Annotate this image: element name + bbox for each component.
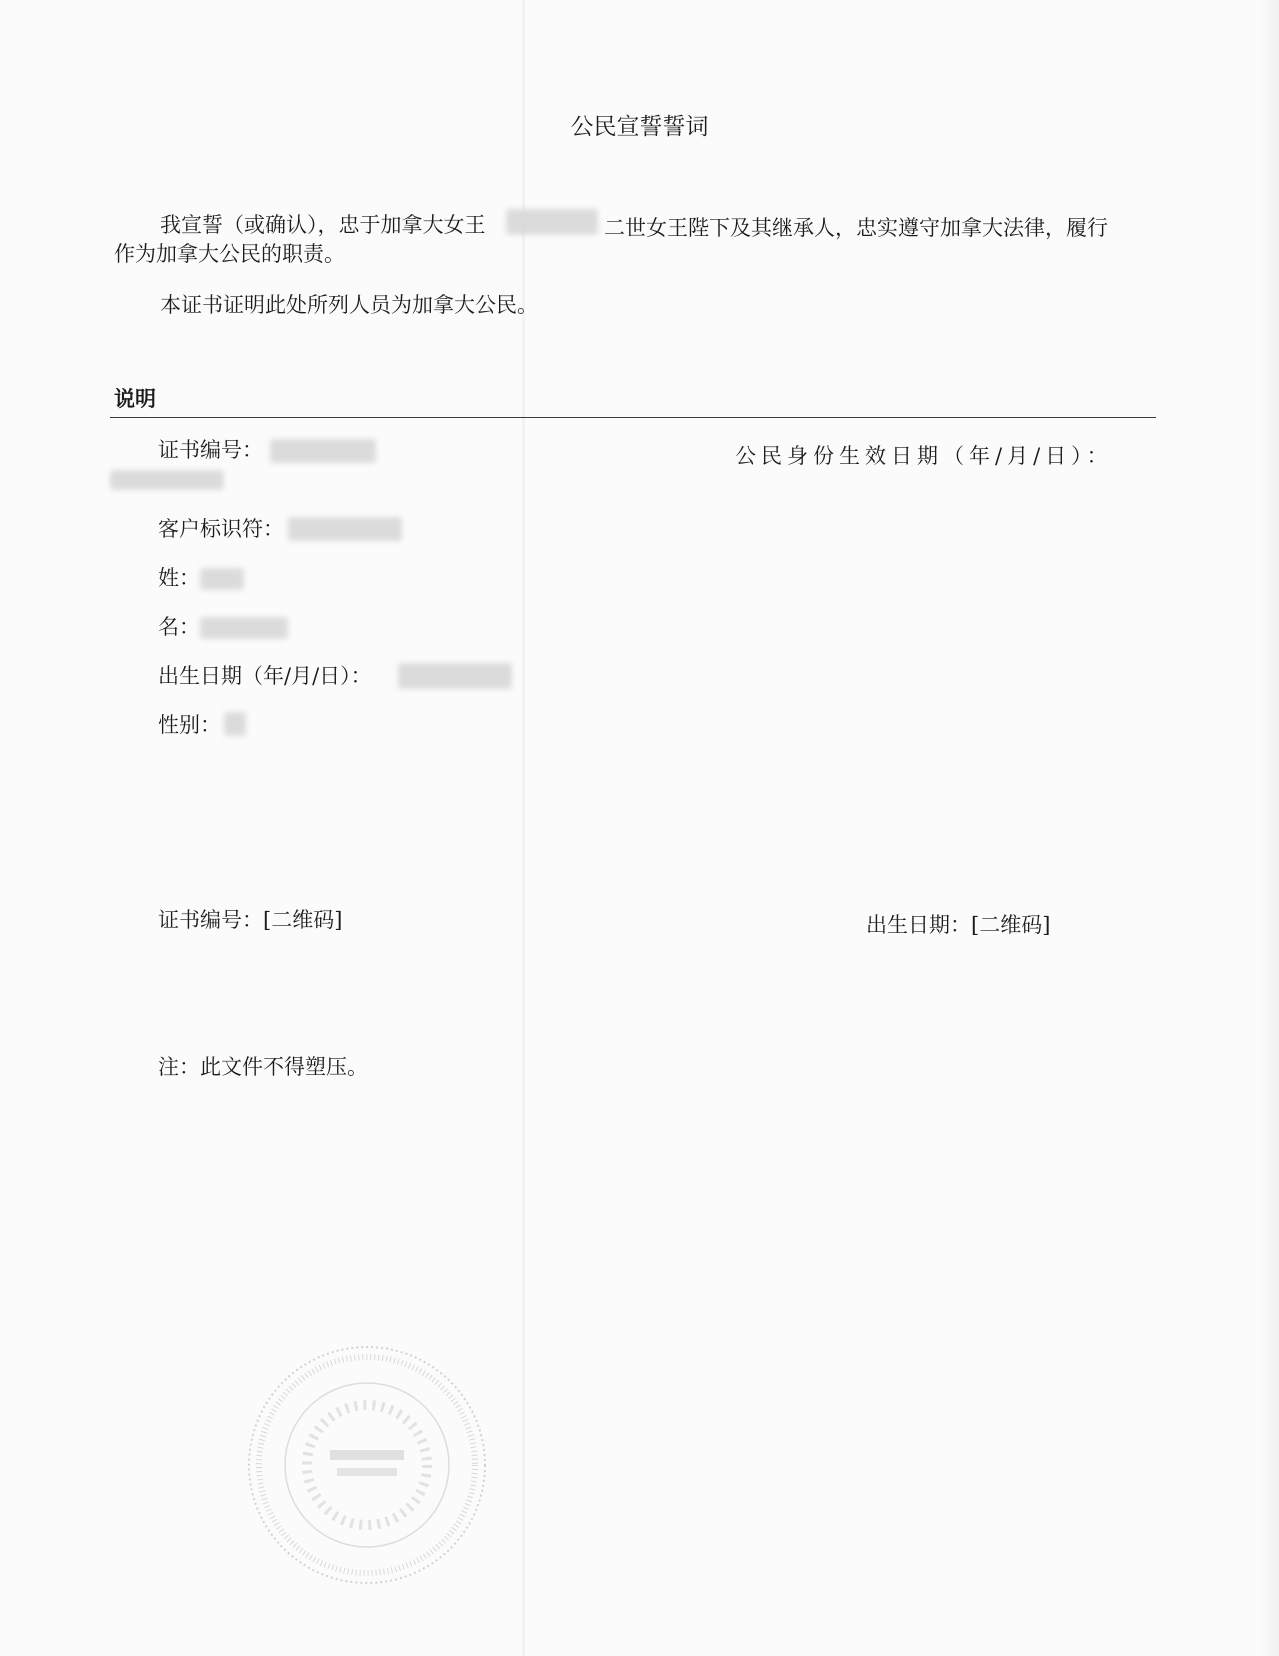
redacted-given-name	[200, 617, 288, 639]
qr-cert-number-label: 证书编号：[二维码]	[158, 908, 343, 932]
oath-line-1-part-a: 我宣誓（或确认），忠于加拿大女王	[160, 213, 486, 237]
birth-date-label: 出生日期（年/月/日）：	[158, 664, 372, 688]
section-heading: 说明	[114, 386, 156, 411]
effective-date-label: 公民身份生效日期（年/月/日）：	[735, 444, 1113, 468]
client-id-label: 客户标识符：	[158, 517, 284, 541]
oath-line-2: 作为加拿大公民的职责。	[114, 242, 345, 266]
redacted-birth-date	[398, 663, 512, 689]
redacted-queen-name	[506, 209, 598, 235]
sex-label: 性别：	[158, 713, 221, 737]
paper-fold	[522, 0, 525, 1656]
document-title: 公民宣誓誓词	[570, 114, 709, 140]
section-divider	[110, 417, 1156, 418]
certify-statement: 本证书证明此处所列人员为加拿大公民。	[160, 293, 538, 317]
lamination-note: 注：此文件不得塑压。	[158, 1055, 368, 1079]
qr-birth-date-label: 出生日期：[二维码]	[866, 913, 1051, 937]
surname-label: 姓：	[158, 566, 200, 590]
given-name-label: 名：	[158, 615, 200, 639]
cert-number-label: 证书编号：	[158, 438, 263, 462]
redacted-cert-number	[270, 439, 376, 463]
redacted-surname	[200, 568, 244, 590]
oath-line-1-part-b: 二世女王陛下及其继承人，忠实遵守加拿大法律，履行	[604, 216, 1108, 240]
redacted-sex	[224, 712, 246, 736]
redacted-client-id	[288, 517, 402, 541]
notary-seal-emboss	[242, 1340, 492, 1590]
redacted-effective-date	[110, 470, 224, 490]
paper-edge	[1259, 0, 1279, 1656]
